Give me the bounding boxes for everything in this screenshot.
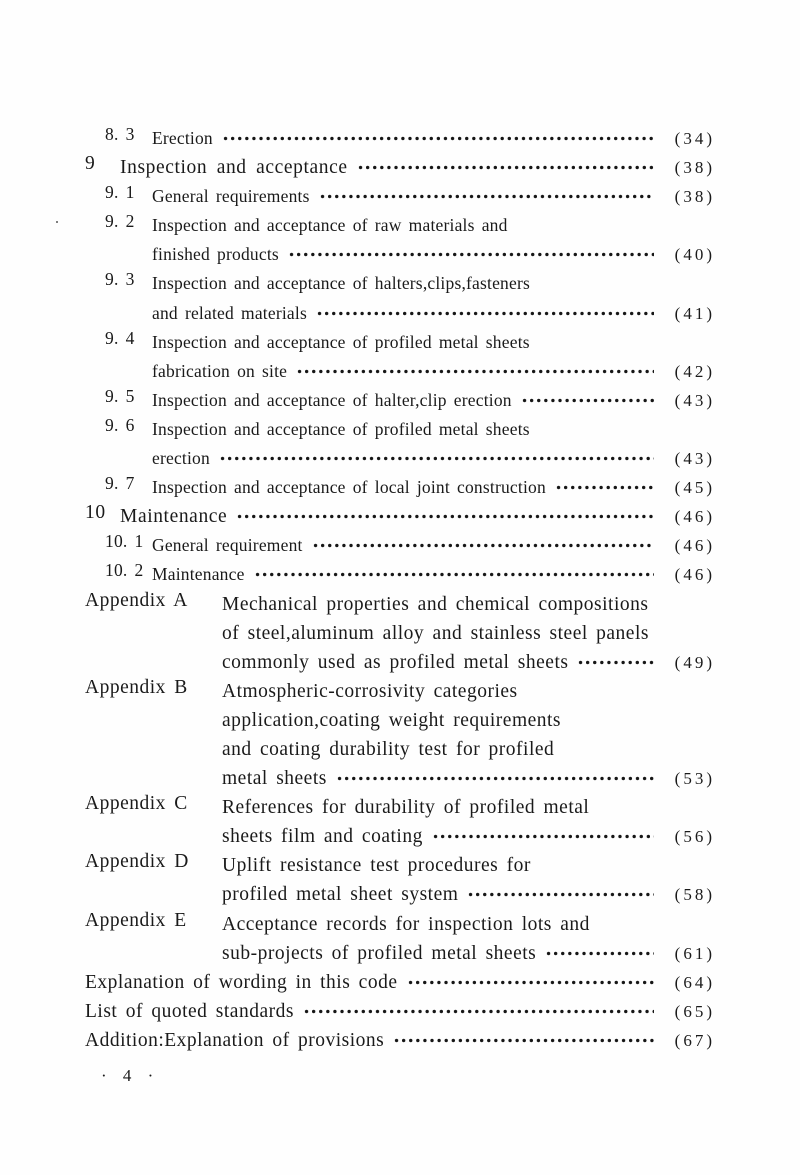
entry-number: 10. 2 [105, 560, 144, 581]
entry-line [85, 1026, 715, 1055]
entry-page-number: (61) [674, 943, 715, 963]
entry-title-text: Explanation of wording in this code [85, 971, 398, 993]
entry-body [222, 851, 715, 909]
entry-title-text: of steel,aluminum alloy and stainless steel panels [222, 622, 649, 644]
entry-line [85, 997, 715, 1026]
dot-leader [312, 531, 654, 560]
dot-leader [254, 560, 654, 589]
entry-line [222, 706, 715, 735]
toc-entry [85, 328, 715, 386]
entry-number: 9. 6 [105, 414, 135, 435]
entry-title-text: General requirement [152, 535, 303, 556]
entry-body [85, 968, 715, 997]
entry-body [85, 997, 715, 1026]
entry-line [222, 822, 715, 851]
page-number-footer: · 4 · [101, 1066, 160, 1085]
entry-number: 9. 2 [105, 211, 135, 232]
entry-line [85, 968, 715, 997]
entry-title-text: Inspection and acceptance of halter,clip erection [152, 389, 512, 410]
entry-page-number: (46) [674, 507, 715, 527]
entry-title-text: Inspection and acceptance of profiled metal sheets [152, 331, 530, 352]
dot-leader [467, 880, 654, 909]
entry-line [222, 880, 715, 909]
entry-body [222, 793, 715, 851]
entry-page-number: (43) [674, 390, 715, 410]
entry-body [152, 269, 715, 327]
entry-title-text: application,coating weight requirements [222, 709, 562, 731]
toc-entry [85, 211, 715, 269]
entry-page-number: (46) [674, 536, 715, 556]
entry-page-number: (34) [674, 129, 715, 148]
entry-title-text: profiled metal sheet system [222, 884, 459, 906]
entry-title-text: Erection [152, 128, 213, 148]
entry-title-text: sub-projects of profiled metal sheets [222, 942, 537, 964]
entry-line [152, 386, 715, 415]
entry-page-number: (46) [674, 565, 715, 585]
entry-title-text: finished products [152, 244, 279, 265]
entry-line [222, 735, 715, 764]
entry-title-text: General requirements [152, 186, 310, 207]
entry-line [152, 299, 715, 328]
dot-leader [577, 648, 654, 677]
toc-entry [85, 386, 715, 415]
entry-title-text: fabrication on site [152, 360, 288, 381]
entry-line [222, 939, 715, 968]
entry-body [152, 124, 715, 153]
entry-number: Appendix A [85, 589, 188, 611]
dot-leader [303, 997, 654, 1026]
toc-entry [85, 502, 715, 531]
entry-page-number: (65) [674, 1001, 715, 1021]
entry-title-text: Uplift resistance test procedures for [222, 855, 531, 877]
entry-number: 9. 1 [105, 182, 135, 203]
entry-title-text: Atmospheric-corrosivity categories [222, 680, 518, 702]
dot-leader [407, 968, 655, 997]
entry-line [222, 590, 715, 619]
scan-artifact-dot [56, 221, 58, 223]
entry-body [85, 1026, 715, 1055]
entry-body [152, 211, 715, 269]
entry-title-text: Maintenance [152, 564, 245, 585]
entry-line [152, 240, 715, 269]
toc-entry [85, 182, 715, 211]
dot-leader [336, 764, 654, 793]
toc-entry [85, 415, 715, 473]
entry-page-number: (58) [674, 885, 715, 905]
entry-body [152, 473, 715, 502]
entry-line [152, 328, 715, 357]
entry-title-text: commonly used as profiled metal sheets [222, 651, 569, 673]
entry-page-number: (67) [674, 1030, 715, 1050]
toc-entry [85, 473, 715, 502]
entry-title-text: Addition:Explanation of provisions [85, 1029, 385, 1051]
entry-body [152, 415, 715, 473]
entry-title-text: Inspection and acceptance of halters,clips,fasteners [152, 273, 531, 294]
toc-entry [85, 1026, 715, 1055]
entry-title-text: metal sheets [222, 768, 327, 790]
entry-page-number: (40) [674, 245, 715, 265]
entry-number: 9. 4 [105, 327, 135, 348]
toc-entry [85, 560, 715, 589]
entry-page-number: (41) [674, 303, 715, 323]
entry-title-text: References for durability of profiled metal [222, 797, 590, 819]
entry-title-text: Inspection and acceptance of local joint construction [152, 477, 546, 498]
entry-page-number: (43) [674, 449, 715, 469]
entry-line [222, 851, 715, 880]
entry-page-number: (38) [674, 158, 715, 178]
entry-line [152, 531, 715, 560]
toc-entry [85, 997, 715, 1026]
dot-leader [393, 1026, 654, 1055]
toc-entry [85, 153, 715, 182]
entry-title-text: Inspection and acceptance [120, 157, 348, 179]
entry-body [120, 502, 715, 531]
entry-title-text: Acceptance records for inspection lots and [222, 913, 590, 935]
entry-line [152, 269, 715, 298]
entry-body [222, 590, 715, 677]
dot-leader [432, 822, 654, 851]
toc-entry [85, 531, 715, 560]
entry-number: Appendix E [85, 909, 187, 931]
entry-line [222, 677, 715, 706]
entry-line [222, 764, 715, 793]
entry-title-text: Mechanical properties and chemical compositions [222, 593, 649, 615]
entry-body [120, 153, 715, 182]
entry-page-number: (38) [674, 187, 715, 207]
toc-entry [85, 851, 715, 909]
dot-leader [288, 240, 654, 269]
entry-line [152, 560, 715, 589]
toc-entry [85, 677, 715, 793]
entry-title-text: erection [152, 448, 210, 469]
entry-title-text: List of quoted standards [85, 1000, 294, 1022]
dot-leader [545, 939, 654, 968]
entry-number: Appendix D [85, 851, 189, 873]
entry-line [152, 124, 715, 153]
entry-title-text: Inspection and acceptance of raw materials and [152, 215, 508, 236]
entry-line [222, 910, 715, 939]
entry-title-text: and coating durability test for profiled [222, 738, 555, 760]
entry-number: Appendix B [85, 676, 188, 698]
entry-line [152, 211, 715, 240]
toc-entry [85, 968, 715, 997]
entry-number: 10. 1 [105, 531, 144, 552]
toc-entry [85, 269, 715, 327]
entry-number: 9. 3 [105, 269, 135, 290]
entry-page-number: (42) [674, 361, 715, 381]
entry-title-text: Maintenance [120, 506, 228, 528]
dot-leader [357, 153, 654, 182]
entry-number: 9. 5 [105, 385, 135, 406]
entry-page-number: (64) [674, 972, 715, 992]
entry-number: Appendix C [85, 793, 188, 815]
entry-body [152, 386, 715, 415]
entry-page-number: (45) [674, 478, 715, 498]
entry-title-text: and related materials [152, 302, 307, 323]
entry-number: 10 [85, 502, 106, 524]
entry-line [152, 415, 715, 444]
entry-body [152, 560, 715, 589]
entry-page-number: (53) [674, 769, 715, 789]
dot-leader [219, 444, 654, 473]
entry-line [120, 502, 715, 531]
dot-leader [296, 357, 654, 386]
dot-leader [222, 124, 654, 153]
entry-line [152, 473, 715, 502]
entry-line [152, 182, 715, 211]
entry-page-number: (56) [674, 827, 715, 847]
dot-leader [316, 299, 654, 328]
entry-line [152, 444, 715, 473]
entry-line [222, 619, 715, 648]
entry-line [152, 357, 715, 386]
dot-leader [521, 386, 654, 415]
entry-title-text: sheets film and coating [222, 826, 423, 848]
entry-body [152, 328, 715, 386]
entry-body [222, 677, 715, 793]
entry-title-text: Inspection and acceptance of profiled metal sheets [152, 418, 530, 439]
entry-number: 9 [85, 153, 96, 175]
entry-number: 8. 3 [105, 124, 135, 144]
toc-entry [85, 910, 715, 968]
toc-entry [85, 590, 715, 677]
toc-entry [85, 793, 715, 851]
entry-page-number: (49) [674, 652, 715, 672]
entry-number: 9. 7 [105, 473, 135, 494]
dot-leader [319, 182, 654, 211]
entry-body [152, 182, 715, 211]
dot-leader [555, 473, 654, 502]
entry-line [222, 793, 715, 822]
toc-entry [85, 124, 715, 153]
entry-body [152, 531, 715, 560]
entry-body [222, 910, 715, 968]
dot-leader [236, 502, 654, 531]
entry-line [120, 153, 715, 182]
entry-line [222, 648, 715, 677]
table-of-contents [85, 124, 715, 1055]
